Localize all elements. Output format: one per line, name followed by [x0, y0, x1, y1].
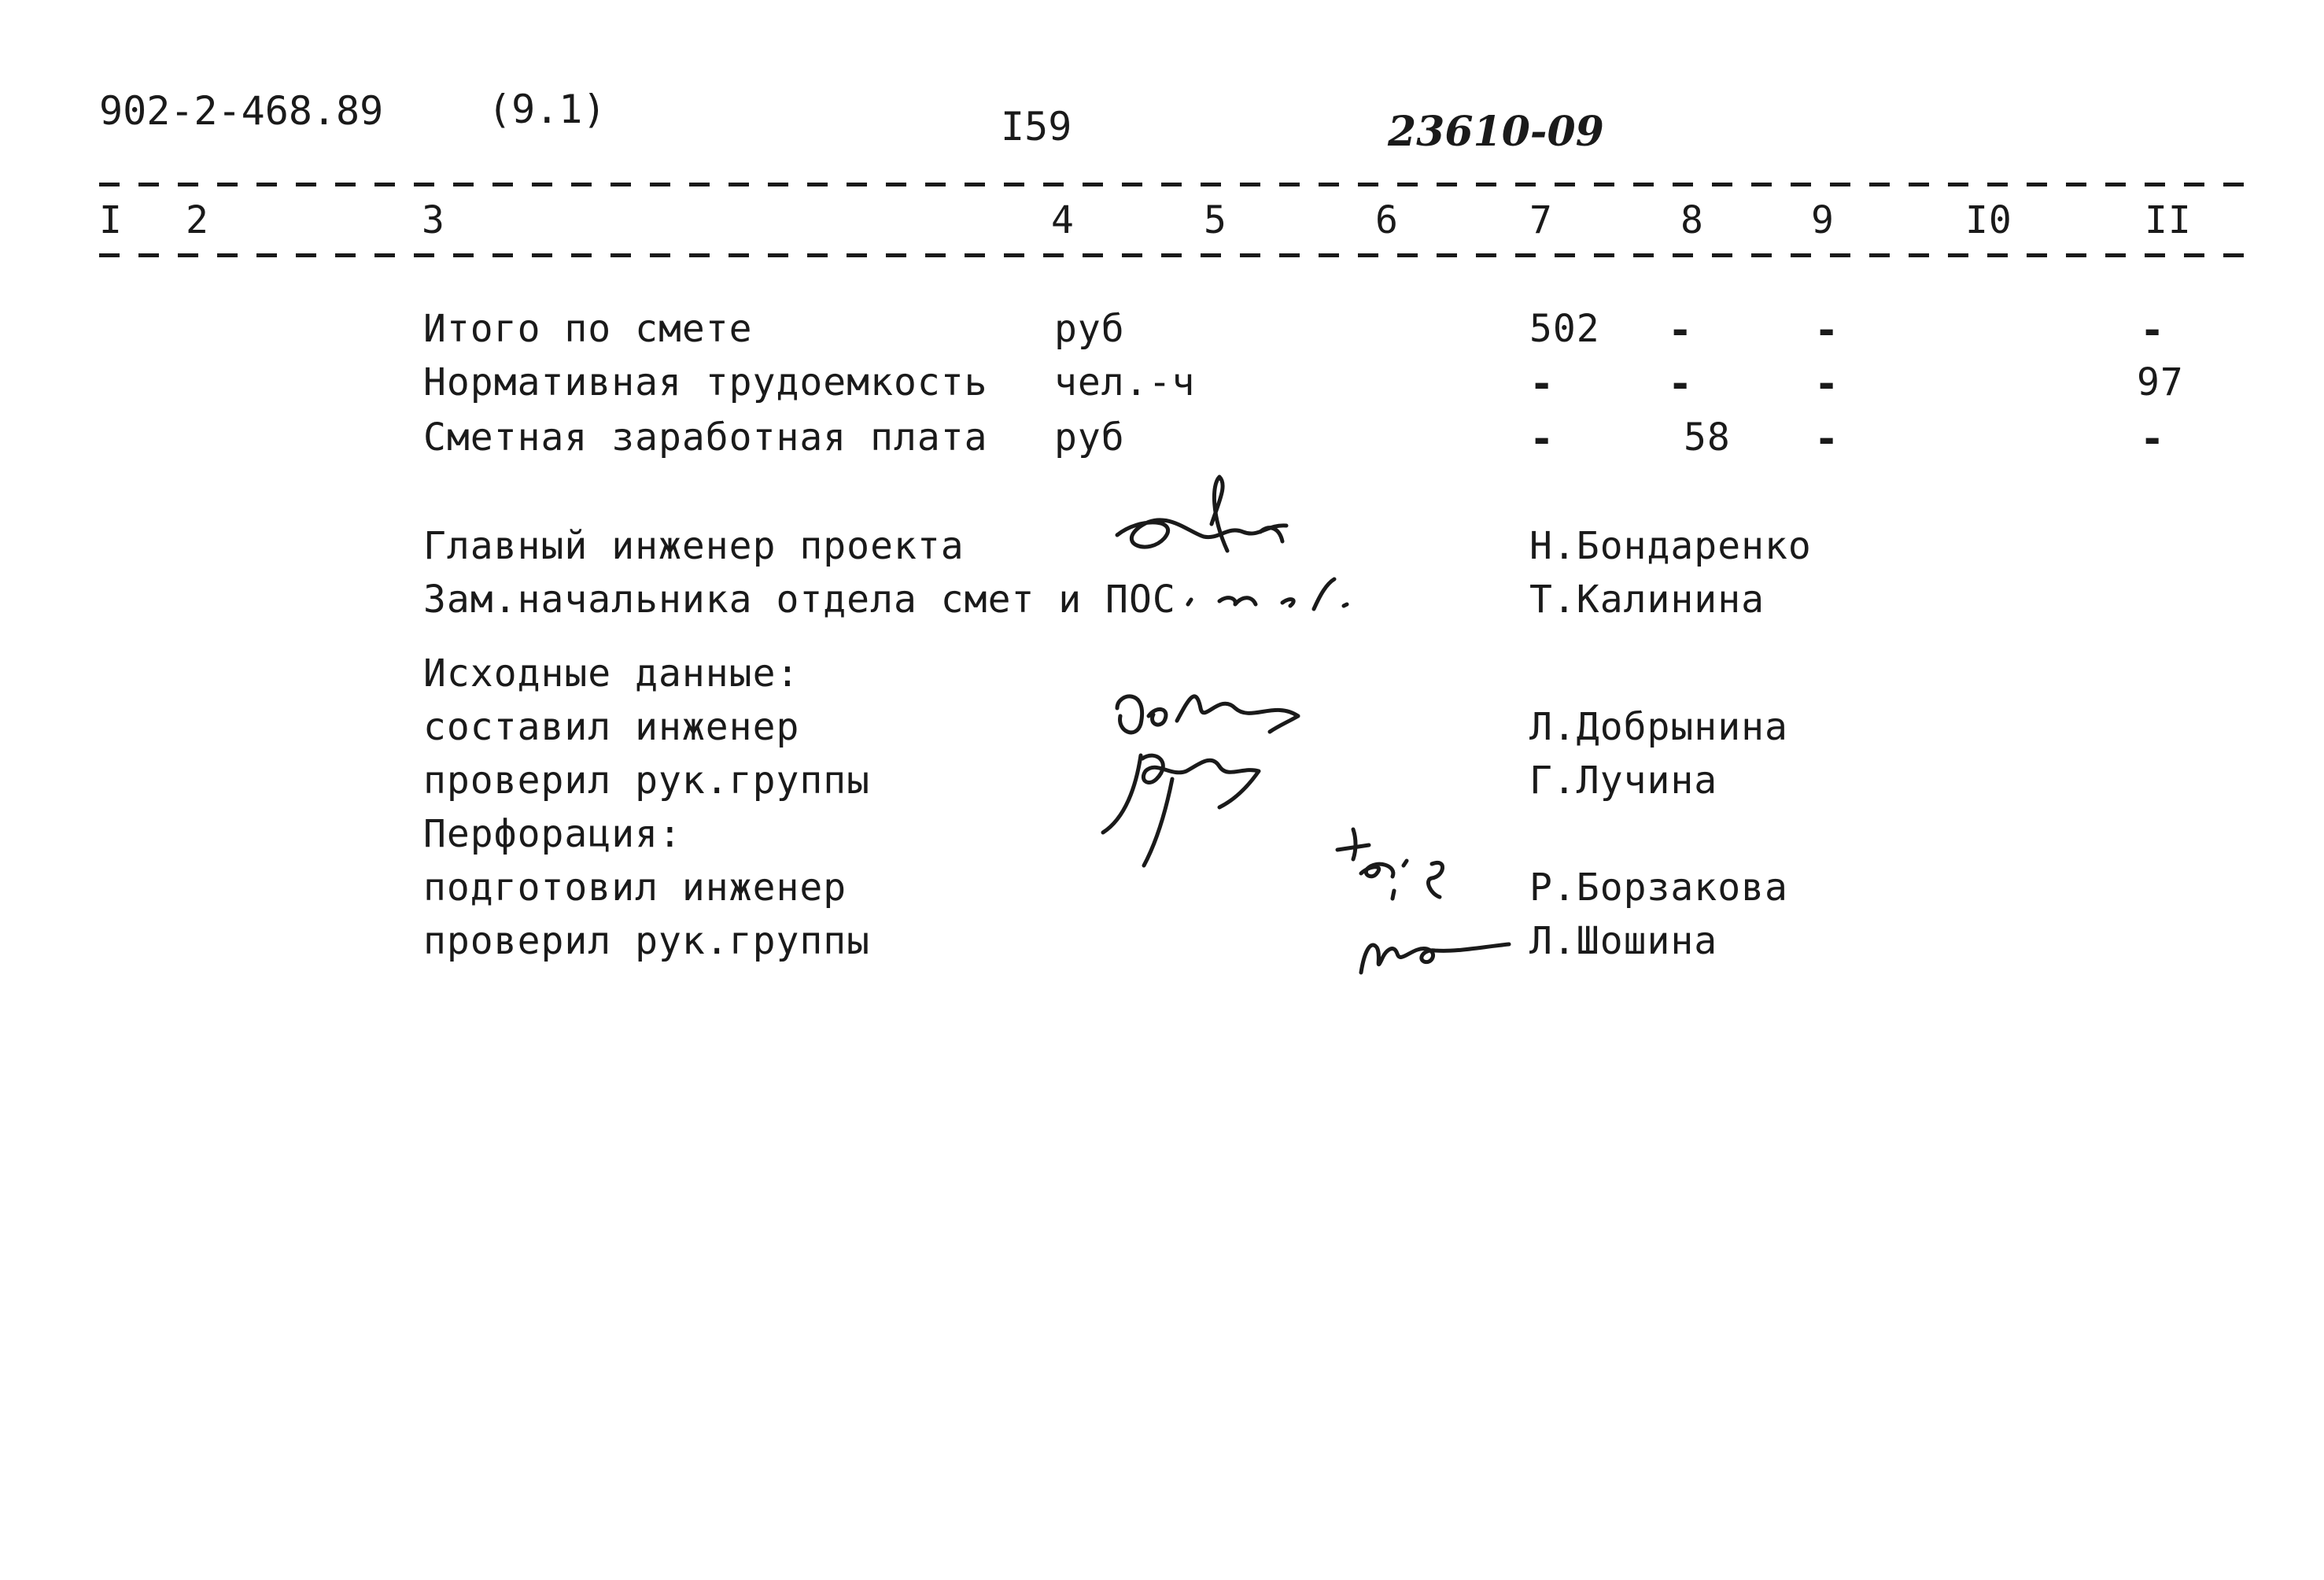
row-value-col7: -: [1529, 360, 1555, 408]
signatory-name: Л.Шошина: [1529, 919, 1718, 963]
row-unit: руб: [1054, 415, 1125, 460]
row-value-col8: -: [1668, 307, 1693, 354]
row-label: Сметная заработная плата: [423, 415, 988, 460]
signature-deputy-head: [1180, 563, 1369, 626]
signature-preparer: [1322, 818, 1471, 913]
row-value-col8: -: [1668, 360, 1693, 408]
signature-verifier: [1353, 905, 1518, 984]
page-number: I59: [1001, 104, 1072, 150]
column-header-7: 7: [1529, 198, 1553, 242]
row-label: Нормативная трудоемкость: [423, 360, 988, 404]
header-rule-top: [99, 183, 2255, 186]
row-value-col11: 97: [2137, 360, 2184, 404]
column-header-10: I0: [1965, 198, 2012, 242]
column-header-11: II: [2145, 198, 2192, 242]
row-value-col11: -: [2140, 307, 2165, 354]
signatory-role: подготовил инженер: [423, 866, 847, 910]
perforation-heading: Перфорация:: [423, 812, 682, 856]
signatory-role: Главный инженер проекта: [423, 524, 965, 568]
row-value-col9: -: [1814, 360, 1839, 408]
row-value-col7: 502: [1529, 307, 1600, 351]
row-unit: чел.-ч: [1054, 360, 1196, 404]
row-value-col7: -: [1529, 415, 1555, 463]
column-header-2: 2: [186, 198, 209, 242]
signature-chief-engineer: [1094, 469, 1314, 579]
row-value-col8: 58: [1684, 415, 1731, 460]
signatory-role: проверил рук.группы: [423, 759, 871, 803]
row-value-col11: -: [2140, 415, 2165, 463]
signatory-name: Г.Лучина: [1529, 759, 1718, 803]
column-header-1: I: [99, 198, 123, 242]
row-value-col9: -: [1814, 415, 1839, 463]
document-code: 902-2-468.89: [99, 88, 384, 134]
signatory-role: Зам.начальника отдела смет и ПОС: [423, 578, 1176, 622]
column-header-5: 5: [1204, 198, 1227, 242]
row-label: Итого по смете: [423, 307, 753, 351]
column-header-9: 9: [1811, 198, 1835, 242]
source-data-heading: Исходные данные:: [423, 652, 800, 696]
header-rule-bottom: [99, 253, 2255, 257]
signatory-name: Н.Бондаренко: [1529, 524, 1812, 568]
column-header-3: 3: [422, 198, 445, 242]
stamp-number: 23610-09: [1388, 108, 1604, 156]
signatory-name: Р.Борзакова: [1529, 866, 1788, 910]
signatory-name: Т.Калинина: [1529, 578, 1765, 622]
column-header-8: 8: [1680, 198, 1704, 242]
signatory-role: проверил рук.группы: [423, 919, 871, 963]
row-value-col9: -: [1814, 307, 1839, 354]
signatory-name: Л.Добрынина: [1529, 705, 1788, 749]
section-number: (9.1): [488, 87, 607, 132]
signature-checker: [1094, 740, 1314, 873]
column-header-4: 4: [1051, 198, 1075, 242]
signatory-role: составил инженер: [423, 705, 800, 749]
column-header-6: 6: [1375, 198, 1399, 242]
row-unit: руб: [1054, 307, 1125, 351]
